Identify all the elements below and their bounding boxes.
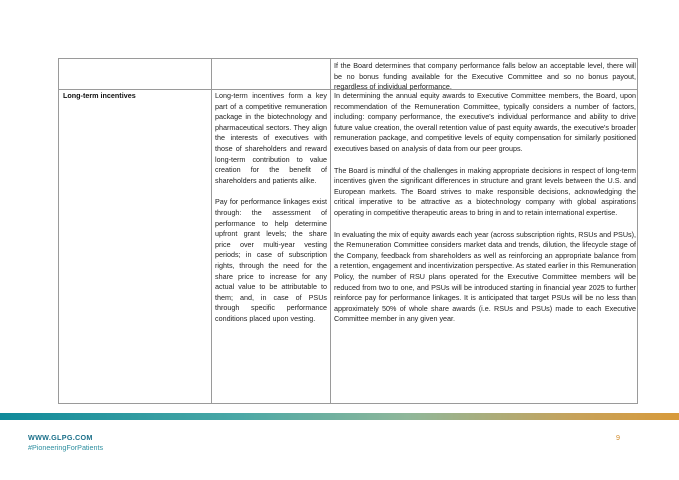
details-paragraph: The Board is mindful of the challenges in making appropriate decisions in respect of long-term incentives given the significant differences in structure and grant levels between the U.S. and European markets. The Board strives to make responsible decisions, acknowledging the critical imperative to be attractive as a biotechnology company with global aspirations operating in competitive therapeutic areas to bring in and to retain international expertise. <box>334 165 636 217</box>
description-paragraph: Pay for performance linkages exist through: the assessment of performance to help determine upfront grant levels; the share price over multi-year vesting periods; in case of subscription rights, through the need for the share price to increase for any actual value to be attributable to them; and, in case of PSUs through specific performance conditions placed upon vesting. <box>215 197 327 323</box>
continued-text-cell <box>334 61 636 93</box>
website-link[interactable]: WWW.GLPG.COM <box>28 433 93 442</box>
description-cell <box>215 91 327 324</box>
table-row-long-term-incentives <box>59 90 637 404</box>
page-number: 9 <box>616 433 620 442</box>
remuneration-table <box>58 58 638 404</box>
continued-paragraph: If the Board determines that company performance falls below an acceptable level, there will be no bonus funding available for the Executive Committee and so no bonus payout, regardless of individual performance. <box>334 61 636 92</box>
footer-gradient-bar <box>0 413 679 420</box>
row-label: Long-term incentives <box>63 91 136 100</box>
description-paragraph: Long-term incentives form a key part of a competitive remuneration package in the biotechnology and pharmaceutical sectors. They align the interests of executives with those of shareholders and reward long-term contribution to value creation for the benefit of shareholders and patients alike. <box>215 91 327 185</box>
details-paragraph: In determining the annual equity awards to Executive Committee members, the Board, upon recommendation of the Remuneration Committee, typically considers a number of factors, including: company performance, the executive's individual performance and ability to drive future value creation, the overall retention value of past equity awards, the executive's broader remuneration package, and competitive levels of equity compensation for similarly positioned executives based on analysis of data from our peer groups. <box>334 91 636 153</box>
hashtag: #PioneeringForPatients <box>28 443 104 452</box>
details-paragraph: In evaluating the mix of equity awards each year (across subscription rights, RSUs and PSUs), the Remuneration Committee considers market data and trends, dilution, the lifecycle stage of the Company, feedback from shareholders as well as reinforcing an appropriate balance from a retention, engagement and incentivization perspective. As stated earlier in this Remuneration Policy, the number of RSU plans operated for the Executive Committee members will be reduced from two to one, and PSUs will be introduced starting in financial year 2025 to further reinforce pay for performance linkages. It is anticipated that target PSUs will be no less than approximately 50% of whole share awards (i.e. RSUs and PSUs) made to each Executive Committee member in any given year. <box>334 229 636 324</box>
table-row-continued <box>59 59 637 90</box>
details-cell <box>334 91 636 325</box>
